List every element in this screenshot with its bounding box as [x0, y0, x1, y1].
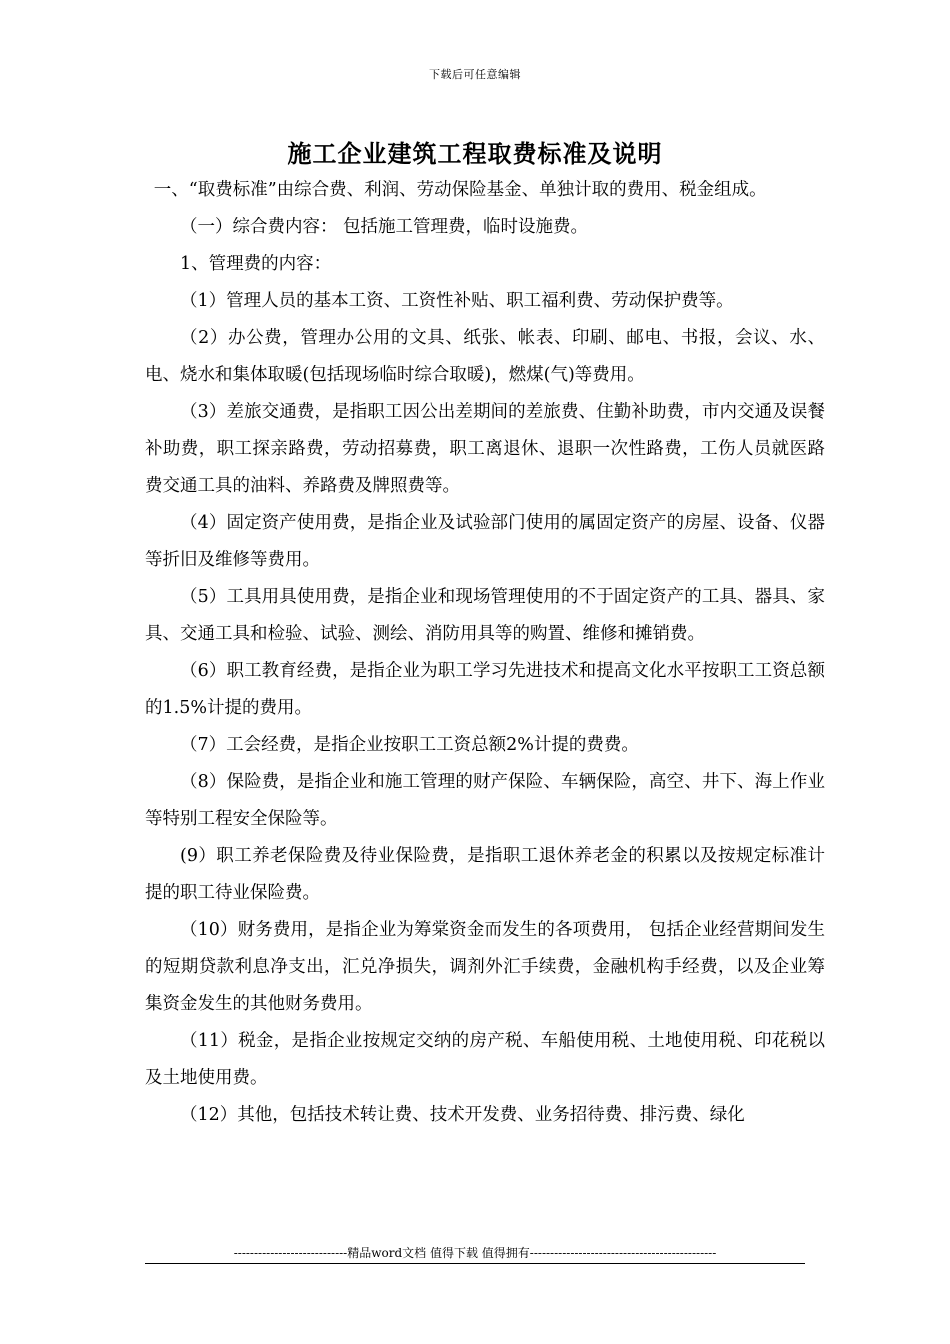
paragraph: （3）差旅交通费，是指职工因公出差期间的差旅费、住勤补助费，市内交通及误餐补助费，职工探亲路费，劳动招募费，职工离退休、退职一次性路费，工伤人员就医路费交通工具的油料、养路费及牌照费等。	[145, 402, 825, 496]
paragraph: 一、“取费标准”由综合费、利润、劳动保险基金、单独计取的费用、税金组成。	[153, 180, 767, 200]
paragraph: （8）保险费，是指企业和施工管理的财产保险、车辆保险，高空、井下、海上作业等特别工程安全保险等。	[145, 772, 825, 829]
paragraph: （4）固定资产使用费，是指企业及试验部门使用的属固定资产的房屋、设备、仪器等折旧及维修等费用。	[145, 513, 825, 570]
paragraph: （5）工具用具使用费，是指企业和现场管理使用的不于固定资产的工具、器具、家具、交通工具和检验、试验、测绘、消防用具等的购置、维修和摊销费。	[145, 587, 825, 644]
page-footer: ----------------------------精品word文档 值得下载 值得拥有----------------------------------------------	[233, 1246, 717, 1260]
paragraph: （7）工会经费，是指企业按职工工资总额2%计提的费费。	[180, 735, 639, 755]
page-header: 下载后可任意编辑	[429, 68, 521, 81]
document-body	[145, 172, 825, 1134]
paragraph: （一）综合费内容： 包括施工管理费，临时设施费。	[180, 217, 589, 237]
paragraph: 1、管理费的内容：	[180, 254, 332, 274]
paragraph: （12）其他，包括技术转让费、技术开发费、业务招待费、排污费、绿化	[180, 1105, 745, 1125]
paragraph: （11）税金，是指企业按规定交纳的房产税、车船使用税、土地使用税、印花税以及土地使用费。	[145, 1031, 825, 1088]
footer-divider	[145, 1263, 805, 1264]
paragraph: （1）管理人员的基本工资、工资性补贴、职工福利费、劳动保护费等。	[180, 291, 734, 311]
paragraph: （10）财务费用，是指企业为筹棠资金而发生的各项费用， 包括企业经营期间发生的短期贷款利息净支出，汇兑净损失，调剂外汇手续费，金融机构手经费，以及企业筹集资金发生的其他财务费用。	[145, 920, 825, 1014]
document-title: 施工企业建筑工程取费标准及说明	[287, 139, 663, 168]
paragraph: (9）职工养老保险费及待业保险费，是指职工退休养老金的积累以及按规定标准计提的职工待业保险费。	[145, 846, 825, 903]
paragraph: （2）办公费，管理办公用的文具、纸张、帐表、印刷、邮电、书报，会议、水、电、烧水和集体取暖(包括现场临时综合取暖)，燃煤(气)等费用。	[145, 328, 825, 385]
paragraph: （6）职工教育经费，是指企业为职工学习先进技术和提高文化水平按职工工资总额的1.5%计提的费用。	[145, 661, 825, 718]
